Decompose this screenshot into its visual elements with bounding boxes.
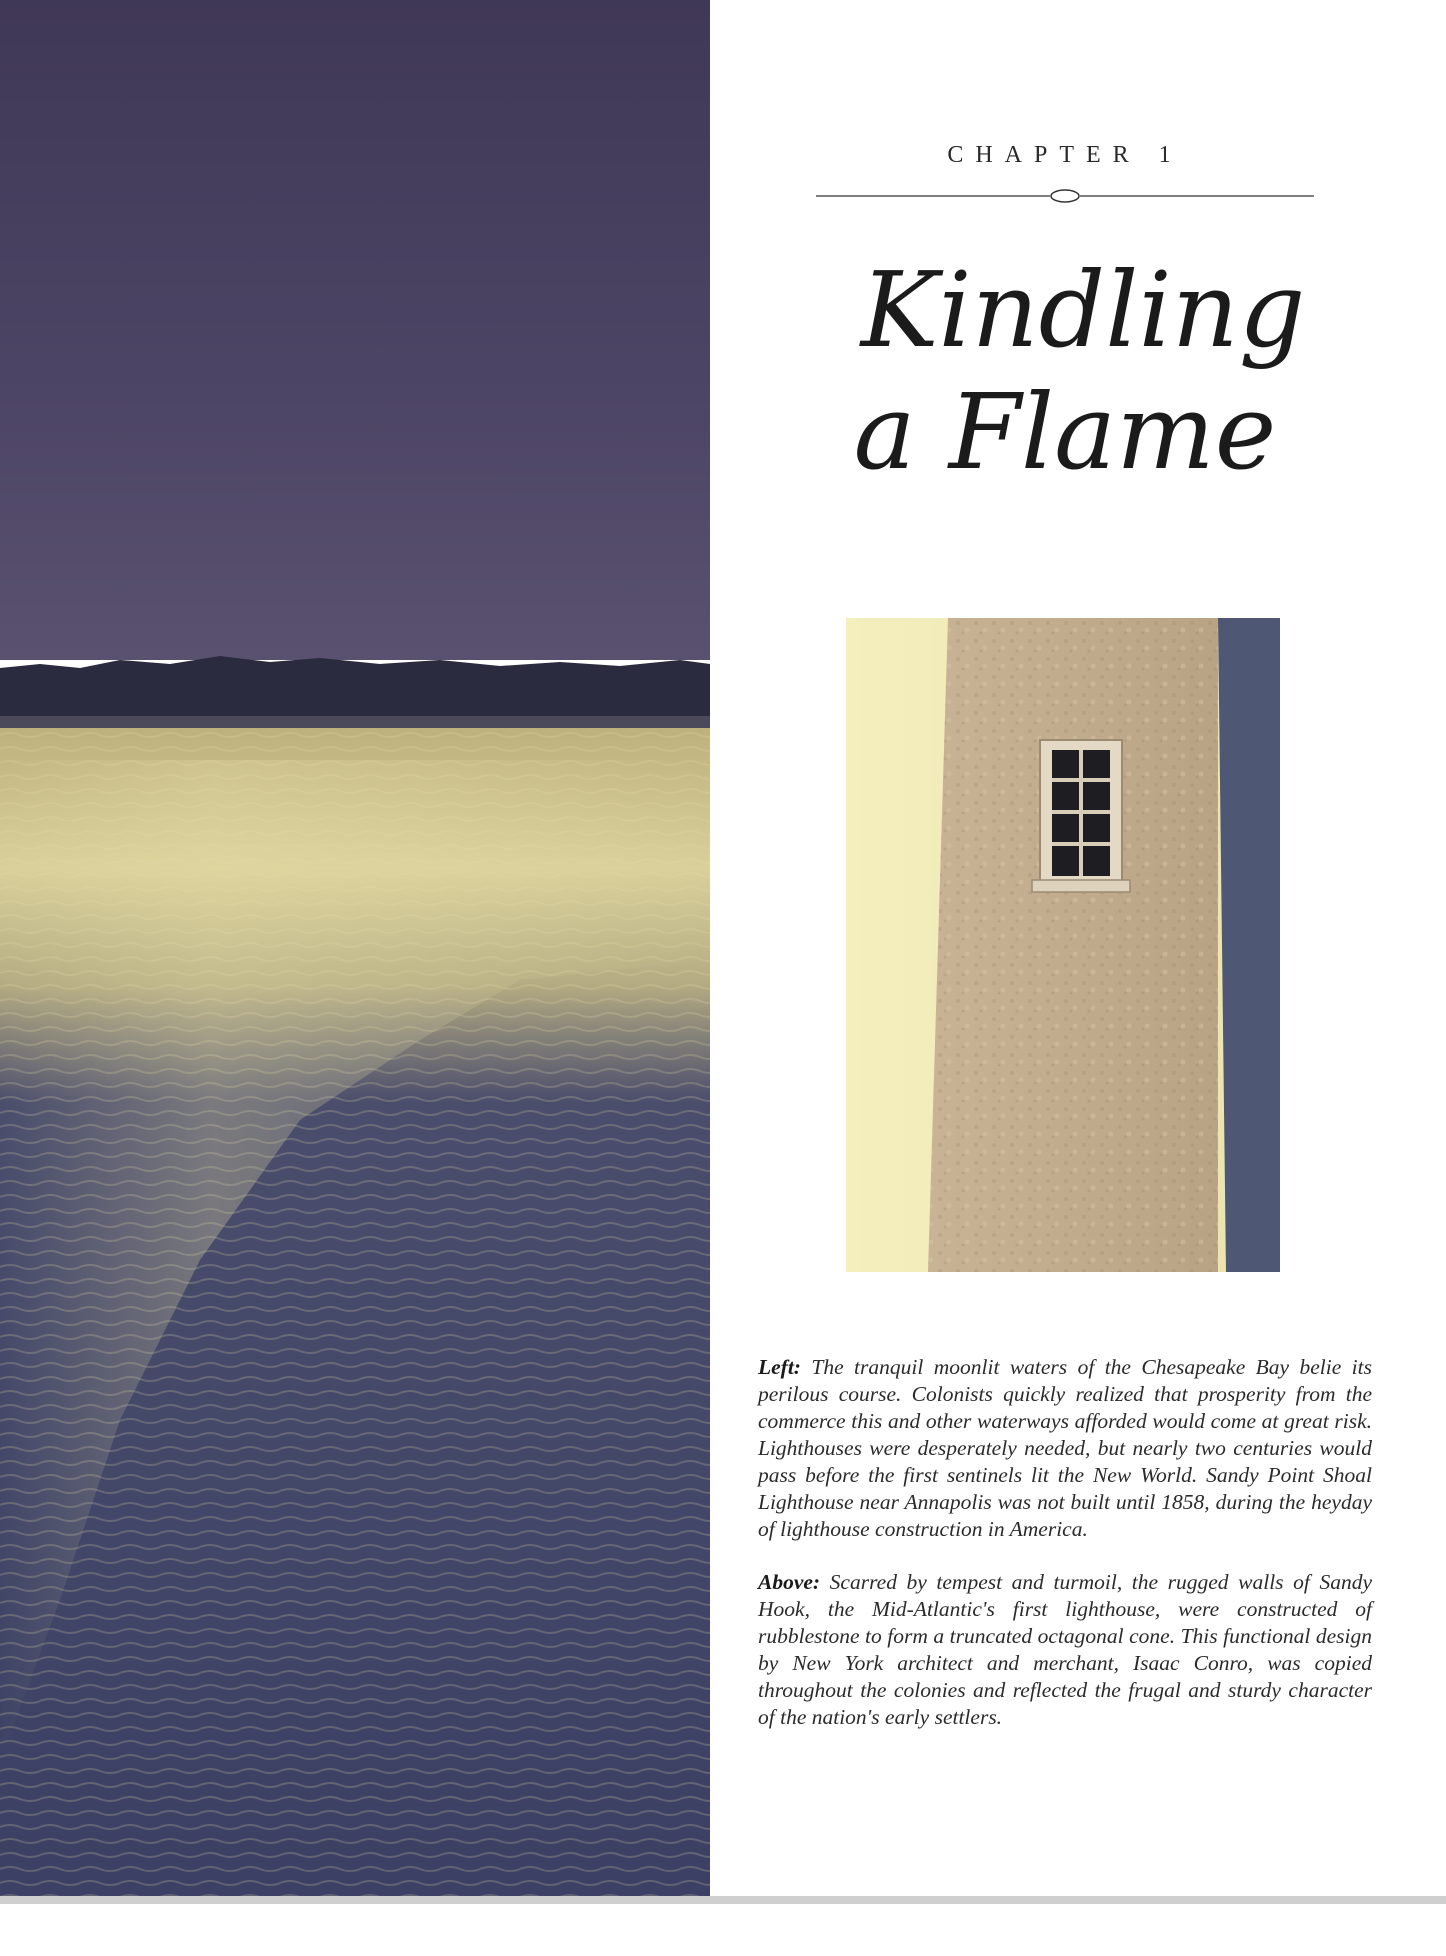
caption-left (758, 1354, 1372, 1543)
chapter-ornament-divider (816, 186, 1314, 206)
caption-above (758, 1569, 1372, 1731)
page-bottom-bar (0, 1896, 1446, 1904)
chapter-title-line-1: Kindling (860, 249, 1306, 371)
chapter-title (800, 249, 1330, 493)
caption-above-text: Scarred by tempest and turmoil, the rugged walls of Sandy Hook, the Mid-Atlantic's first lighthouse, were constructed of rubblestone to form a truncated octagonal cone. This functional design by New York architect and merchant, Isaac Conro, was copied throughout the colonies and reflected the frugal and sturdy character of the nation's early settlers. (758, 1570, 1372, 1729)
chapter-title-line-2: a Flame (853, 371, 1277, 493)
chapter-label: CHAPTER 1 (947, 142, 1183, 168)
caption-left-text: The tranquil moonlit waters of the Chesapeake Bay belie its perilous course. Colonists quickly realized that prosperity from the commerce this and other waterways afforded would come at great risk. Lighthouses were desperately needed, but nearly two centuries would pass before the first sentinels lit the New World. Sandy Point Shoal Lighthouse near Annapolis was not built until 1858, during the heyday of lighthouse construction in America. (758, 1355, 1372, 1541)
right-photo-lighthouse-wall (846, 618, 1280, 1272)
photo-captions (758, 1354, 1372, 1757)
caption-above-lead: Above: (758, 1570, 821, 1594)
left-photo-moonlit-bay (0, 0, 710, 1896)
caption-left-lead: Left: (758, 1355, 801, 1379)
